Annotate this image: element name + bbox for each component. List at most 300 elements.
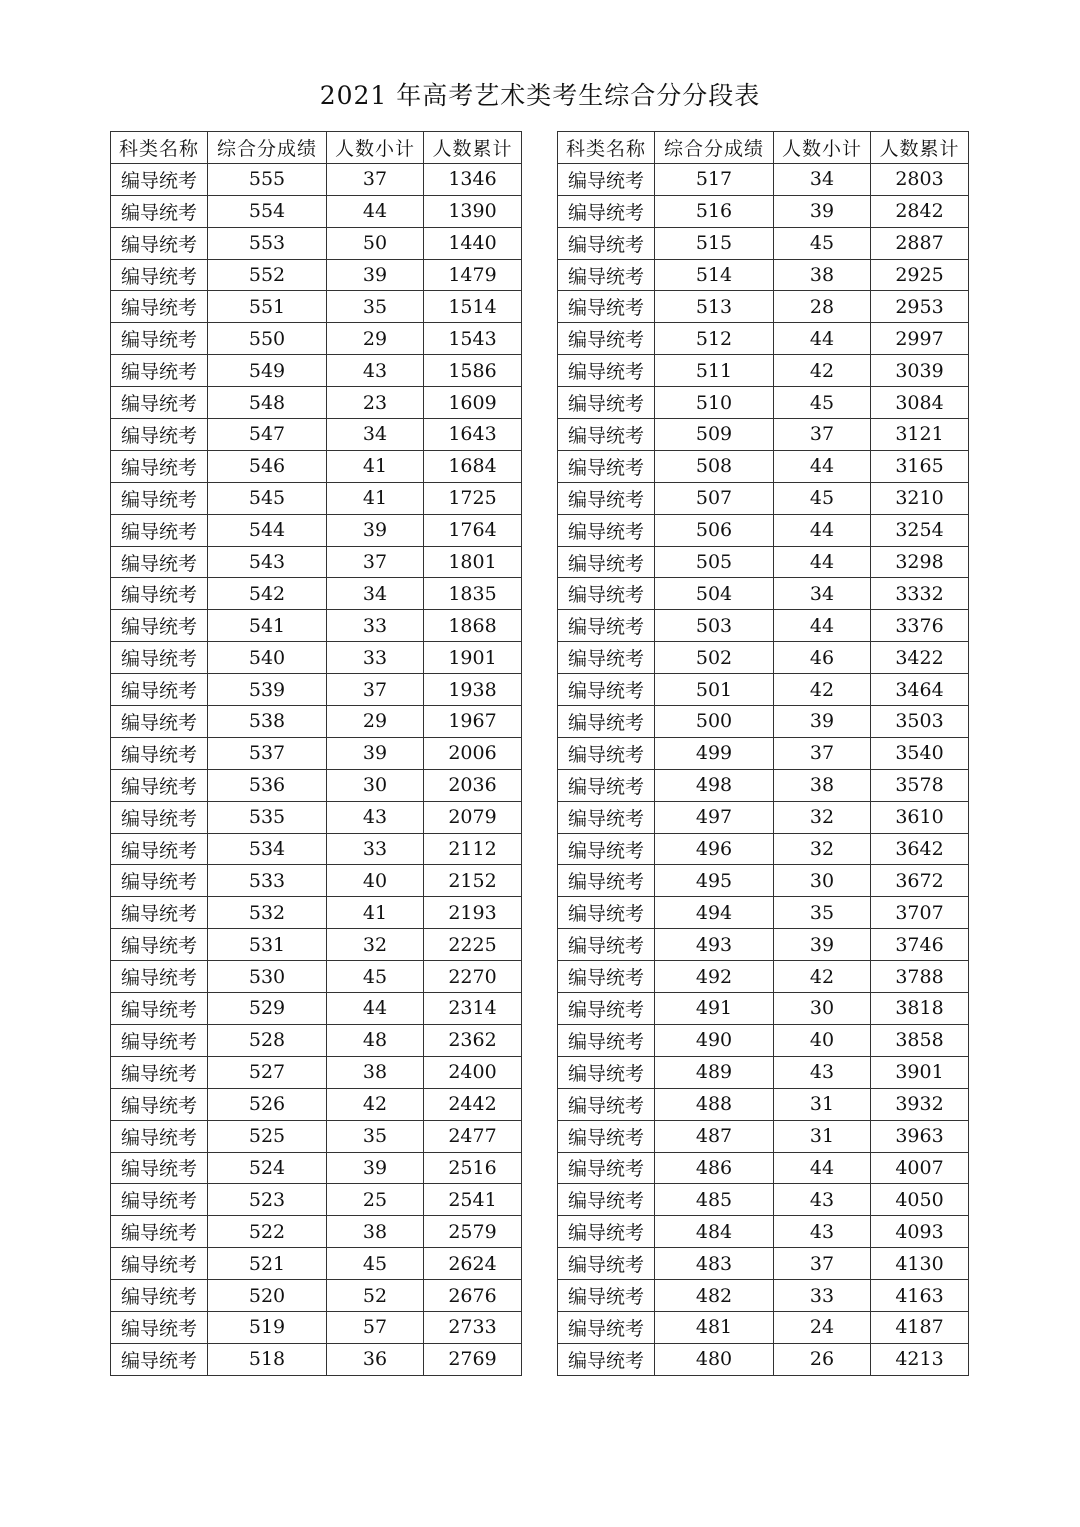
table-row (558, 833, 969, 865)
cell-category: 编导统考 (558, 737, 655, 769)
table-row (111, 291, 522, 323)
header-cumulative: 人数累计 (424, 132, 522, 164)
cell-score: 500 (655, 706, 774, 738)
score-table-left (110, 131, 522, 1376)
cell-score: 483 (655, 1248, 774, 1280)
cell-score: 511 (655, 355, 774, 387)
table-row (111, 865, 522, 897)
cell-count: 45 (327, 961, 424, 993)
cell-category: 编导统考 (111, 993, 208, 1025)
cell-score: 509 (655, 419, 774, 451)
cell-score: 487 (655, 1120, 774, 1152)
table-row (558, 737, 969, 769)
cell-count: 36 (327, 1343, 424, 1375)
cell-category: 编导统考 (111, 514, 208, 546)
cell-category: 编导统考 (111, 1248, 208, 1280)
table-row (111, 387, 522, 419)
cell-count: 30 (327, 769, 424, 801)
cell-category: 编导统考 (111, 163, 208, 195)
cell-score: 513 (655, 291, 774, 323)
table-row (111, 1024, 522, 1056)
cell-category: 编导统考 (111, 769, 208, 801)
cell-score: 547 (208, 419, 327, 451)
cell-cumulative: 2769 (424, 1343, 522, 1375)
cell-count: 44 (774, 1152, 871, 1184)
cell-category: 编导统考 (558, 865, 655, 897)
cell-category: 编导统考 (558, 801, 655, 833)
cell-cumulative: 3254 (871, 514, 969, 546)
table-row (111, 1343, 522, 1375)
cell-count: 45 (774, 482, 871, 514)
table-row (558, 610, 969, 642)
table-row (558, 323, 969, 355)
table-row (111, 1152, 522, 1184)
cell-count: 28 (774, 291, 871, 323)
cell-score: 499 (655, 737, 774, 769)
cell-category: 编导统考 (558, 1248, 655, 1280)
cell-score: 549 (208, 355, 327, 387)
cell-score: 543 (208, 546, 327, 578)
cell-category: 编导统考 (111, 706, 208, 738)
table-row (111, 833, 522, 865)
cell-category: 编导统考 (111, 578, 208, 610)
cell-cumulative: 2006 (424, 737, 522, 769)
header-row (558, 132, 969, 164)
cell-score: 508 (655, 450, 774, 482)
cell-cumulative: 4050 (871, 1184, 969, 1216)
cell-category: 编导统考 (558, 323, 655, 355)
cell-category: 编导统考 (111, 195, 208, 227)
cell-score: 489 (655, 1056, 774, 1088)
cell-count: 26 (774, 1343, 871, 1375)
table-row (111, 355, 522, 387)
cell-category: 编导统考 (558, 195, 655, 227)
cell-score: 517 (655, 163, 774, 195)
header-cumulative: 人数累计 (871, 132, 969, 164)
cell-count: 23 (327, 387, 424, 419)
cell-cumulative: 2624 (424, 1248, 522, 1280)
cell-score: 498 (655, 769, 774, 801)
cell-cumulative: 3540 (871, 737, 969, 769)
cell-score: 546 (208, 450, 327, 482)
cell-score: 515 (655, 227, 774, 259)
cell-count: 37 (774, 419, 871, 451)
cell-score: 507 (655, 482, 774, 514)
cell-cumulative: 1586 (424, 355, 522, 387)
cell-category: 编导统考 (558, 355, 655, 387)
cell-count: 38 (327, 1056, 424, 1088)
cell-score: 506 (655, 514, 774, 546)
cell-category: 编导统考 (111, 737, 208, 769)
cell-score: 529 (208, 993, 327, 1025)
cell-count: 39 (774, 929, 871, 961)
cell-count: 30 (774, 865, 871, 897)
table-row (558, 482, 969, 514)
cell-count: 32 (774, 833, 871, 865)
cell-cumulative: 4213 (871, 1343, 969, 1375)
table-row (111, 706, 522, 738)
table-row (111, 578, 522, 610)
table-row (111, 769, 522, 801)
cell-cumulative: 3818 (871, 993, 969, 1025)
table-row (558, 387, 969, 419)
cell-cumulative: 3121 (871, 419, 969, 451)
cell-count: 37 (774, 737, 871, 769)
cell-score: 490 (655, 1024, 774, 1056)
cell-cumulative: 3332 (871, 578, 969, 610)
cell-category: 编导统考 (558, 1343, 655, 1375)
header-count: 人数小计 (327, 132, 424, 164)
header-category: 科类名称 (558, 132, 655, 164)
table-row (111, 195, 522, 227)
cell-cumulative: 2193 (424, 897, 522, 929)
table-row (558, 227, 969, 259)
cell-category: 编导统考 (111, 419, 208, 451)
cell-count: 44 (774, 323, 871, 355)
cell-cumulative: 1514 (424, 291, 522, 323)
table-row (111, 1311, 522, 1343)
cell-cumulative: 3084 (871, 387, 969, 419)
cell-category: 编导统考 (111, 897, 208, 929)
cell-category: 编导统考 (111, 1343, 208, 1375)
table-row (111, 1088, 522, 1120)
cell-category: 编导统考 (558, 674, 655, 706)
cell-cumulative: 4163 (871, 1280, 969, 1312)
cell-score: 534 (208, 833, 327, 865)
cell-cumulative: 2079 (424, 801, 522, 833)
table-row (111, 482, 522, 514)
table-row (111, 323, 522, 355)
table-row (111, 929, 522, 961)
cell-score: 514 (655, 259, 774, 291)
cell-category: 编导统考 (558, 833, 655, 865)
table-row (111, 1184, 522, 1216)
cell-score: 550 (208, 323, 327, 355)
table-row (558, 291, 969, 323)
cell-category: 编导统考 (558, 961, 655, 993)
table-row (558, 961, 969, 993)
cell-cumulative: 3901 (871, 1056, 969, 1088)
cell-cumulative: 2842 (871, 195, 969, 227)
cell-category: 编导统考 (558, 1280, 655, 1312)
cell-count: 50 (327, 227, 424, 259)
cell-count: 41 (327, 482, 424, 514)
table-row (558, 642, 969, 674)
cell-score: 521 (208, 1248, 327, 1280)
cell-count: 32 (774, 801, 871, 833)
cell-category: 编导统考 (111, 1024, 208, 1056)
cell-count: 43 (774, 1056, 871, 1088)
table-row (558, 1088, 969, 1120)
header-score: 综合分成绩 (655, 132, 774, 164)
cell-score: 542 (208, 578, 327, 610)
cell-score: 497 (655, 801, 774, 833)
cell-score: 484 (655, 1216, 774, 1248)
score-table-right (557, 131, 969, 1376)
cell-count: 29 (327, 706, 424, 738)
cell-score: 503 (655, 610, 774, 642)
cell-score: 535 (208, 801, 327, 833)
cell-score: 541 (208, 610, 327, 642)
cell-cumulative: 3298 (871, 546, 969, 578)
header-category: 科类名称 (111, 132, 208, 164)
cell-category: 编导统考 (558, 993, 655, 1025)
cell-category: 编导统考 (558, 1216, 655, 1248)
header-score: 综合分成绩 (208, 132, 327, 164)
cell-cumulative: 1390 (424, 195, 522, 227)
cell-category: 编导统考 (558, 1120, 655, 1152)
cell-score: 531 (208, 929, 327, 961)
cell-cumulative: 3039 (871, 355, 969, 387)
cell-score: 512 (655, 323, 774, 355)
cell-cumulative: 3932 (871, 1088, 969, 1120)
cell-score: 496 (655, 833, 774, 865)
cell-category: 编导统考 (111, 929, 208, 961)
cell-category: 编导统考 (558, 578, 655, 610)
cell-count: 45 (774, 227, 871, 259)
cell-cumulative: 2541 (424, 1184, 522, 1216)
cell-score: 518 (208, 1343, 327, 1375)
table-row (558, 1343, 969, 1375)
cell-count: 37 (327, 674, 424, 706)
cell-cumulative: 3578 (871, 769, 969, 801)
cell-category: 编导统考 (558, 929, 655, 961)
table-row (558, 1120, 969, 1152)
cell-category: 编导统考 (111, 1120, 208, 1152)
cell-count: 44 (774, 450, 871, 482)
cell-score: 504 (655, 578, 774, 610)
table-row (111, 642, 522, 674)
table-row (558, 450, 969, 482)
cell-count: 37 (774, 1248, 871, 1280)
table-row (558, 769, 969, 801)
cell-score: 493 (655, 929, 774, 961)
cell-cumulative: 1479 (424, 259, 522, 291)
cell-count: 41 (327, 450, 424, 482)
cell-category: 编导统考 (111, 1152, 208, 1184)
table-row (558, 993, 969, 1025)
cell-count: 29 (327, 323, 424, 355)
cell-cumulative: 4187 (871, 1311, 969, 1343)
table-row (558, 259, 969, 291)
cell-category: 编导统考 (111, 323, 208, 355)
cell-category: 编导统考 (558, 1056, 655, 1088)
cell-cumulative: 1967 (424, 706, 522, 738)
cell-count: 44 (327, 195, 424, 227)
cell-category: 编导统考 (558, 227, 655, 259)
cell-count: 38 (327, 1216, 424, 1248)
table-row (558, 546, 969, 578)
cell-score: 491 (655, 993, 774, 1025)
table-row (558, 929, 969, 961)
cell-count: 52 (327, 1280, 424, 1312)
cell-cumulative: 3746 (871, 929, 969, 961)
cell-category: 编导统考 (111, 1184, 208, 1216)
table-row (558, 163, 969, 195)
table-row (111, 450, 522, 482)
table-row (111, 419, 522, 451)
cell-score: 548 (208, 387, 327, 419)
cell-score: 538 (208, 706, 327, 738)
cell-count: 25 (327, 1184, 424, 1216)
cell-cumulative: 1835 (424, 578, 522, 610)
cell-count: 44 (774, 610, 871, 642)
table-row (558, 1152, 969, 1184)
cell-count: 39 (327, 259, 424, 291)
table-row (558, 1184, 969, 1216)
table-row (558, 801, 969, 833)
cell-cumulative: 3672 (871, 865, 969, 897)
cell-count: 48 (327, 1024, 424, 1056)
table-row (111, 259, 522, 291)
cell-count: 44 (774, 514, 871, 546)
cell-score: 516 (655, 195, 774, 227)
cell-cumulative: 1543 (424, 323, 522, 355)
cell-cumulative: 2442 (424, 1088, 522, 1120)
cell-count: 33 (327, 642, 424, 674)
table-row (111, 993, 522, 1025)
cell-count: 42 (774, 674, 871, 706)
cell-cumulative: 3707 (871, 897, 969, 929)
cell-category: 编导统考 (111, 1311, 208, 1343)
cell-cumulative: 1938 (424, 674, 522, 706)
cell-cumulative: 2400 (424, 1056, 522, 1088)
cell-category: 编导统考 (558, 291, 655, 323)
cell-cumulative: 3788 (871, 961, 969, 993)
cell-score: 505 (655, 546, 774, 578)
cell-score: 485 (655, 1184, 774, 1216)
cell-category: 编导统考 (111, 482, 208, 514)
cell-count: 44 (774, 546, 871, 578)
table-row (111, 1280, 522, 1312)
table-row (558, 1311, 969, 1343)
cell-count: 38 (774, 259, 871, 291)
cell-cumulative: 3464 (871, 674, 969, 706)
cell-cumulative: 1643 (424, 419, 522, 451)
cell-score: 492 (655, 961, 774, 993)
cell-cumulative: 2579 (424, 1216, 522, 1248)
cell-score: 530 (208, 961, 327, 993)
cell-count: 45 (327, 1248, 424, 1280)
cell-count: 42 (774, 961, 871, 993)
cell-category: 编导统考 (111, 1216, 208, 1248)
cell-cumulative: 2225 (424, 929, 522, 961)
cell-count: 35 (774, 897, 871, 929)
cell-count: 39 (327, 1152, 424, 1184)
cell-count: 40 (774, 1024, 871, 1056)
table-row (111, 163, 522, 195)
cell-category: 编导统考 (111, 291, 208, 323)
cell-score: 540 (208, 642, 327, 674)
cell-score: 525 (208, 1120, 327, 1152)
cell-cumulative: 2887 (871, 227, 969, 259)
table-row (111, 801, 522, 833)
cell-cumulative: 3376 (871, 610, 969, 642)
cell-category: 编导统考 (558, 1184, 655, 1216)
cell-score: 494 (655, 897, 774, 929)
cell-score: 510 (655, 387, 774, 419)
table-row (111, 737, 522, 769)
cell-category: 编导统考 (558, 1311, 655, 1343)
table-row (111, 1056, 522, 1088)
table-row (558, 865, 969, 897)
cell-count: 41 (327, 897, 424, 929)
cell-count: 35 (327, 1120, 424, 1152)
table-row (558, 1216, 969, 1248)
cell-cumulative: 3858 (871, 1024, 969, 1056)
cell-category: 编导统考 (558, 514, 655, 546)
cell-count: 39 (327, 514, 424, 546)
cell-count: 40 (327, 865, 424, 897)
cell-cumulative: 3642 (871, 833, 969, 865)
cell-category: 编导统考 (558, 546, 655, 578)
cell-cumulative: 3422 (871, 642, 969, 674)
table-row (558, 1248, 969, 1280)
cell-category: 编导统考 (111, 1056, 208, 1088)
cell-category: 编导统考 (558, 259, 655, 291)
cell-cumulative: 4093 (871, 1216, 969, 1248)
cell-score: 532 (208, 897, 327, 929)
cell-count: 43 (327, 355, 424, 387)
table-row (558, 195, 969, 227)
cell-category: 编导统考 (111, 674, 208, 706)
cell-category: 编导统考 (111, 610, 208, 642)
cell-category: 编导统考 (558, 1152, 655, 1184)
cell-score: 552 (208, 259, 327, 291)
cell-score: 555 (208, 163, 327, 195)
cell-category: 编导统考 (558, 706, 655, 738)
cell-score: 533 (208, 865, 327, 897)
cell-category: 编导统考 (111, 865, 208, 897)
cell-category: 编导统考 (558, 163, 655, 195)
cell-category: 编导统考 (111, 355, 208, 387)
cell-cumulative: 2676 (424, 1280, 522, 1312)
cell-cumulative: 1440 (424, 227, 522, 259)
cell-count: 35 (327, 291, 424, 323)
table-row (111, 1216, 522, 1248)
cell-score: 544 (208, 514, 327, 546)
cell-score: 553 (208, 227, 327, 259)
cell-score: 554 (208, 195, 327, 227)
cell-score: 495 (655, 865, 774, 897)
cell-count: 37 (327, 163, 424, 195)
cell-count: 34 (327, 578, 424, 610)
cell-category: 编导统考 (558, 387, 655, 419)
cell-cumulative: 2270 (424, 961, 522, 993)
cell-score: 537 (208, 737, 327, 769)
cell-score: 545 (208, 482, 327, 514)
cell-score: 481 (655, 1311, 774, 1343)
cell-score: 522 (208, 1216, 327, 1248)
table-row (111, 1248, 522, 1280)
cell-score: 551 (208, 291, 327, 323)
cell-category: 编导统考 (111, 801, 208, 833)
cell-score: 527 (208, 1056, 327, 1088)
cell-category: 编导统考 (111, 1280, 208, 1312)
cell-cumulative: 1684 (424, 450, 522, 482)
cell-count: 45 (774, 387, 871, 419)
cell-count: 31 (774, 1088, 871, 1120)
cell-cumulative: 3210 (871, 482, 969, 514)
cell-cumulative: 4007 (871, 1152, 969, 1184)
cell-count: 43 (774, 1216, 871, 1248)
cell-cumulative: 2925 (871, 259, 969, 291)
cell-count: 37 (327, 546, 424, 578)
cell-score: 536 (208, 769, 327, 801)
table-row (111, 1120, 522, 1152)
cell-category: 编导统考 (111, 546, 208, 578)
cell-count: 42 (774, 355, 871, 387)
